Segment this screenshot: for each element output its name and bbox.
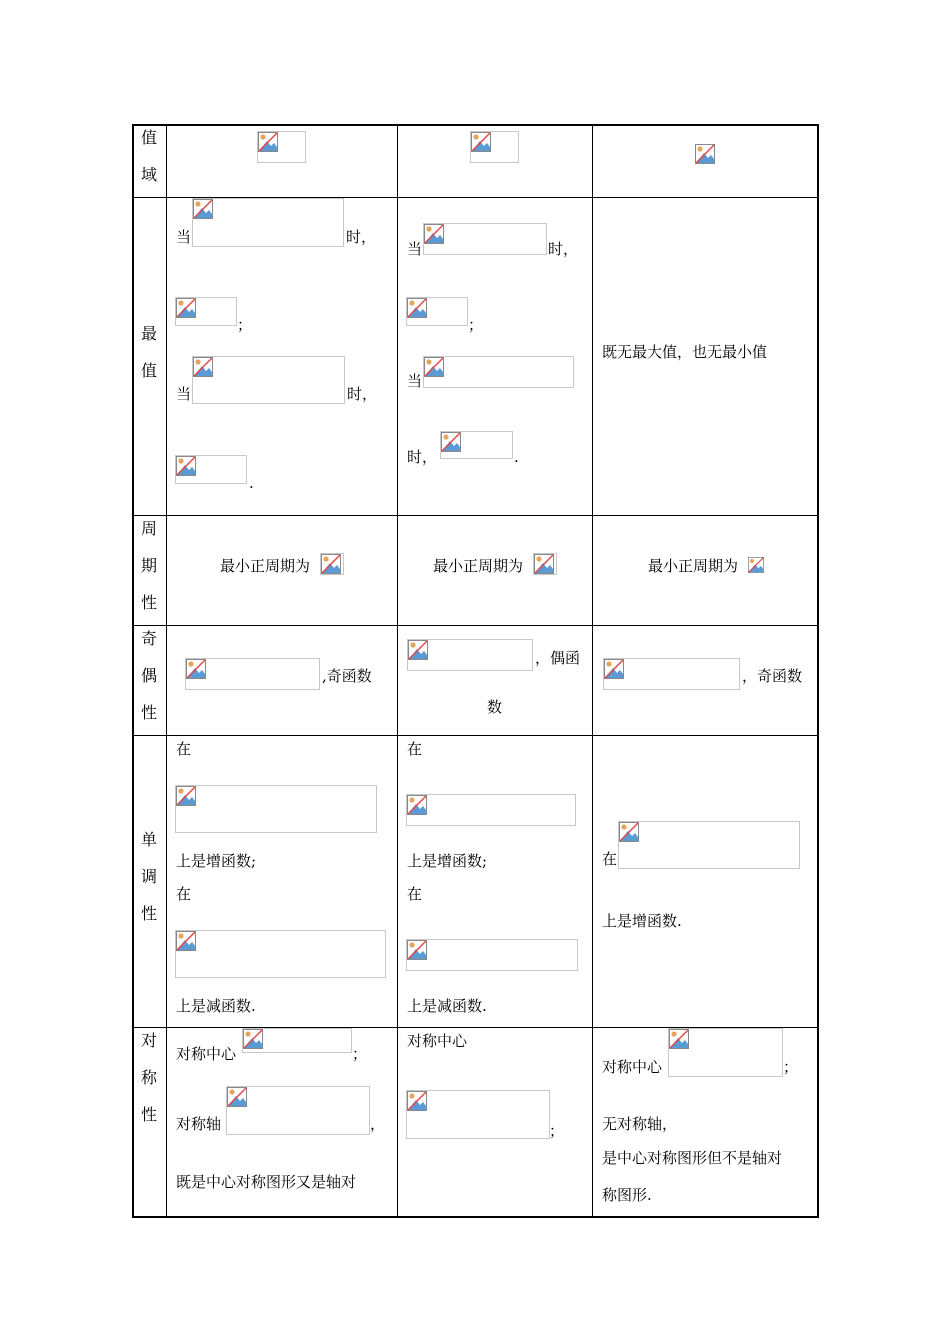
row-label-period-1: 周 [141,519,158,538]
row-label-period-3: 性 [141,593,158,612]
broken-image-icon [176,931,196,951]
text-center-not-axis-cont: 称图形. [602,1186,652,1204]
formula-image [423,223,547,255]
broken-image-icon [407,298,427,318]
row-label-range-1: 值 [141,128,158,147]
broken-image-icon [186,659,206,679]
text-semicolon: ； [237,316,253,334]
broken-image-icon [321,554,341,574]
text-increasing: 上是增函数. [602,912,682,930]
text-no-axis: 无对称轴， [602,1115,678,1133]
text-even-function-cont: 数 [487,698,503,716]
text-symmetry-center: 对称中心 [407,1032,468,1050]
text-when: 当 [407,372,423,390]
text-semicolon: ； [783,1058,799,1076]
formula-image [423,356,574,388]
broken-image-icon [176,298,196,318]
text-when: 当 [176,228,192,246]
broken-image-icon [604,659,624,679]
formula-image [242,1028,352,1053]
broken-image-icon [258,132,278,152]
text-decreasing: 上是减函数. [407,997,487,1015]
text-semicolon: ； [549,1122,565,1140]
formula-image [175,785,377,833]
text-increasing: 上是增函数; [176,852,257,870]
text-min-period: 最小正周期为 [220,557,311,575]
text-when: 当 [407,240,423,258]
text-symmetry-center: 对称中心 [176,1045,237,1063]
broken-image-icon [424,224,444,244]
row-label-parity-3: 性 [141,703,158,722]
table-border-left [132,124,134,1218]
formula-image [406,297,468,326]
table-border-bottom [132,1216,818,1218]
broken-image-icon [441,432,461,452]
formula-image [257,131,306,163]
row-label-parity-2: 偶 [141,666,158,685]
broken-image-icon [471,132,491,152]
row-label-monotonic-2: 调 [141,867,158,886]
formula-image [603,658,740,690]
text-comma: ， [370,1115,386,1133]
broken-image-icon [407,940,427,960]
broken-image-icon [193,199,213,219]
formula-image [406,794,576,826]
col-divider [592,124,593,1218]
formula-image [192,356,345,404]
text-no-extreme: 既无最大值，也无最小值 [602,343,768,361]
formula-image [407,639,533,671]
row-divider [132,625,818,626]
text-odd-function: ,奇函数 [322,667,372,685]
row-divider [132,515,818,516]
text-in: 在 [602,850,618,868]
formula-image [320,553,344,575]
formula-image [226,1086,370,1135]
col-divider [166,124,167,1218]
formula-image [185,658,320,690]
text-min-period: 最小正周期为 [648,557,739,575]
row-label-symmetry-2: 称 [141,1068,158,1087]
formula-image [175,930,386,978]
broken-image-icon [695,144,715,164]
formula-image [406,1090,550,1139]
text-semicolon: ； [468,316,484,334]
text-when: 当 [176,385,192,403]
broken-image-icon [227,1087,247,1107]
broken-image-icon [407,1091,427,1111]
formula-image [175,455,247,484]
broken-image-icon [407,795,427,815]
text-when-suffix: 时， [548,240,579,258]
text-symmetry-center: 对称中心 [602,1058,663,1076]
row-label-parity-1: 奇 [141,629,158,648]
text-period: . [249,474,254,492]
row-divider [132,735,818,736]
formula-image [175,297,237,326]
text-symmetry-axis: 对称轴 [176,1115,222,1133]
table-border-top [132,124,818,126]
broken-image-icon [669,1029,689,1049]
text-odd-function: ，奇函数 [742,667,803,685]
text-center-not-axis: 是中心对称图形但不是轴对 [602,1149,783,1167]
text-in: 在 [176,740,192,758]
broken-image-icon [534,554,554,574]
text-when-suffix: 时， [347,385,378,403]
text-when-suffix: 时， [407,448,438,466]
row-label-symmetry-1: 对 [141,1031,158,1050]
row-label-period-2: 期 [141,556,158,575]
text-increasing: 上是增函数; [407,852,488,870]
broken-image-icon [176,786,196,806]
col-divider [397,124,398,1218]
text-min-period: 最小正周期为 [433,557,524,575]
broken-image-icon [748,556,764,574]
broken-image-icon [408,640,428,660]
broken-image-icon [193,357,213,377]
broken-image-icon [424,357,444,377]
text-in: 在 [176,885,192,903]
text-both-symmetric: 既是中心对称图形又是轴对 [176,1173,357,1191]
row-label-extreme-2: 值 [141,361,158,380]
row-label-range-2: 域 [141,165,158,184]
text-when-suffix: 时， [346,228,377,246]
formula-image [695,144,715,164]
row-label-monotonic-3: 性 [141,904,158,923]
text-in: 在 [407,885,423,903]
formula-image [192,198,344,247]
text-period: . [514,448,519,466]
formula-image [440,431,513,459]
formula-image [533,553,557,575]
row-label-symmetry-3: 性 [141,1105,158,1124]
broken-image-icon [176,456,196,476]
broken-image-icon [619,822,639,842]
text-decreasing: 上是减函数. [176,997,256,1015]
table-border-right [817,124,819,1218]
broken-image-icon [243,1029,263,1049]
text-even-function: ，偶函 [535,649,581,667]
row-label-monotonic-1: 单 [141,830,158,849]
formula-image [668,1028,783,1077]
text-in: 在 [407,740,423,758]
formula-image [406,939,578,971]
formula-image [470,131,519,163]
formula-image [618,821,800,869]
text-semicolon: ； [352,1045,368,1063]
row-label-extreme-1: 最 [141,324,158,343]
formula-image [748,556,764,574]
